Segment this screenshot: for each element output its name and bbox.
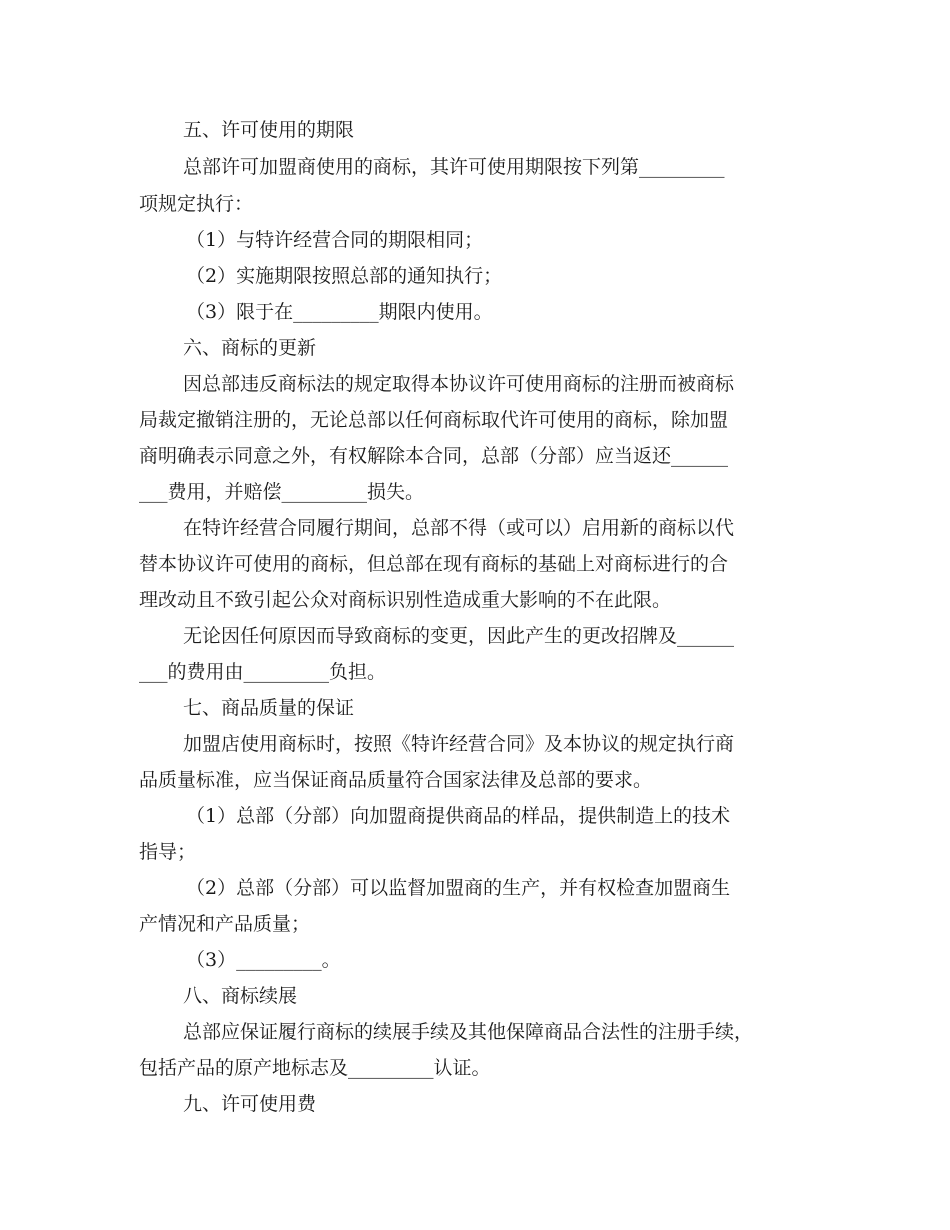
paragraph-line: 在特许经营合同履行期间，总部不得（或可以）启用新的商标以代 xyxy=(183,517,735,539)
list-item: （2）总部（分部）可以监督加盟商的生产，并有权检查加盟商生 xyxy=(186,877,731,899)
paragraph-line: 包括产品的原产地标志及_________认证。 xyxy=(139,1057,491,1079)
section-heading: 八、商标续展 xyxy=(183,985,298,1007)
paragraph-line: 加盟店使用商标时，按照《特许经营合同》及本协议的规定执行商 xyxy=(183,733,735,755)
paragraph-line: 总部应保证履行商标的续展手续及其他保障商品合法性的注册手续， xyxy=(183,1021,754,1043)
paragraph-line: 项规定执行： xyxy=(139,193,254,215)
paragraph-line: 总部许可加盟商使用的商标，其许可使用期限按下列第_________ xyxy=(183,156,725,178)
paragraph-line: 局裁定撤销注册的，无论总部以任何商标取代许可使用的商标，除加盟 xyxy=(139,409,729,431)
list-item-continuation: 产情况和产品质量； xyxy=(139,913,311,935)
paragraph-line: ___的费用由_________负担。 xyxy=(139,661,387,683)
paragraph-line: 商明确表示同意之外，有权解除本合同，总部（分部）应当返还______ xyxy=(139,445,729,467)
paragraph-line: 理改动且不致引起公众对商标识别性造成重大影响的不在此限。 xyxy=(139,589,672,611)
list-item: （2）实施期限按照总部的通知执行； xyxy=(186,265,503,287)
section-heading: 九、许可使用费 xyxy=(183,1093,317,1115)
paragraph-line: 因总部违反商标法的规定取得本协议许可使用商标的注册而被商标 xyxy=(183,373,735,395)
list-item-continuation: 指导； xyxy=(139,841,197,863)
list-item: （1）总部（分部）向加盟商提供商品的样品，提供制造上的技术 xyxy=(186,805,731,827)
section-heading: 五、许可使用的期限 xyxy=(183,119,355,141)
paragraph-line: ___费用，并赔偿_________损失。 xyxy=(139,481,425,503)
section-heading: 六、商标的更新 xyxy=(183,337,317,359)
list-item: （1）与特许经营合同的期限相同； xyxy=(186,229,484,251)
list-item: （3）_________。 xyxy=(186,949,341,971)
paragraph-line: 品质量标准，应当保证商品质量符合国家法律及总部的要求。 xyxy=(139,769,653,791)
section-heading: 七、商品质量的保证 xyxy=(183,697,355,719)
list-item: （3）限于在_________期限内使用。 xyxy=(186,301,493,323)
paragraph-line: 无论因任何原因而导致商标的变更，因此产生的更改招牌及______ xyxy=(183,625,735,647)
paragraph-line: 替本协议许可使用的商标，但总部在现有商标的基础上对商标进行的合 xyxy=(139,553,729,575)
